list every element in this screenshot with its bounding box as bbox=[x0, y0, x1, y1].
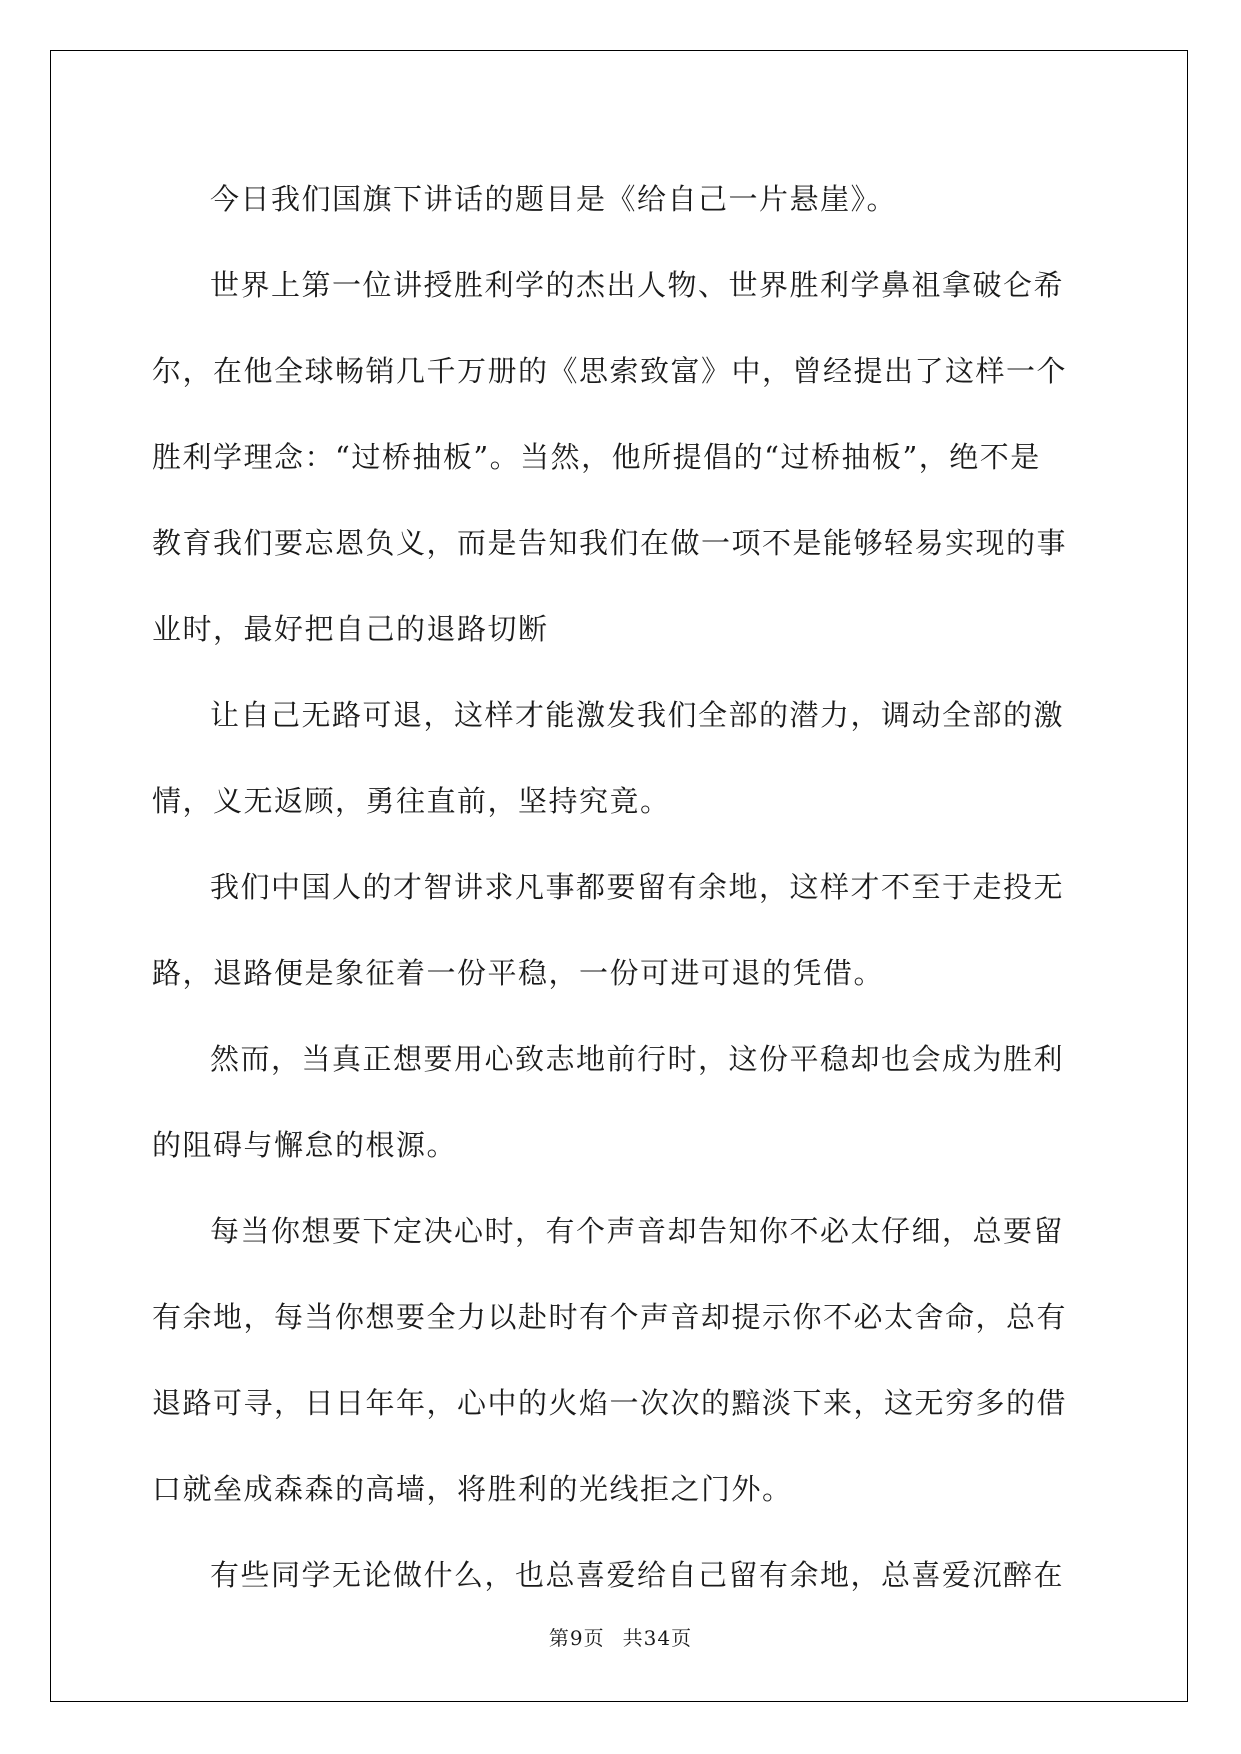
paragraph-3: 让自己无路可退，这样才能激发我们全部的潜力，调动全部的激 情，义无返顾，勇往直前，坚持究竟。 bbox=[152, 698, 1065, 818]
paragraph-5: 然而，当真正想要用心致志地前行时，这份平稳却也会成为胜利 的阻碍与懈怠的根源。 bbox=[152, 1042, 1065, 1162]
paragraph-6: 每当你想要下定决心时，有个声音却告知你不必太仔细，总要留 有余地，每当你想要全力以赴时有个声音却提示你不必太舍命，总有 退路可寻，日日年年，心中的火焰一次次的黯淡下来，这无穷多的借 口就垒成森森的高墙，将胜利的光线拒之门外。 bbox=[152, 1214, 1068, 1506]
paragraph-1: 今日我们国旗下讲话的题目是《给自己一片悬崖》。 bbox=[210, 182, 898, 216]
total-page-count: 共34页 bbox=[622, 1626, 693, 1650]
document-body bbox=[152, 156, 1092, 1618]
paragraph-4: 我们中国人的才智讲求凡事都要留有余地，这样才不至于走投无 路，退路便是象征着一份平稳，一份可进可退的凭借。 bbox=[152, 870, 1065, 990]
current-page-number: 第9页 bbox=[548, 1626, 605, 1650]
paragraph-7: 有些同学无论做什么，也总喜爱给自己留有余地，总喜爱沉醉在 bbox=[210, 1558, 1065, 1592]
page-footer bbox=[0, 1622, 1241, 1651]
paragraph-2: 世界上第一位讲授胜利学的杰出人物、世界胜利学鼻祖拿破仑希 尔，在他全球畅销几千万册的《思索致富》中，曾经提出了这样一个 胜利学理念：“过桥抽板”。当然，他所提倡的“过桥抽板”，绝不是 教育我们要忘恩负义，而是告知我们在做一项不是能够轻易实现的事 业时，最好把自己的退路切断 bbox=[152, 268, 1068, 646]
